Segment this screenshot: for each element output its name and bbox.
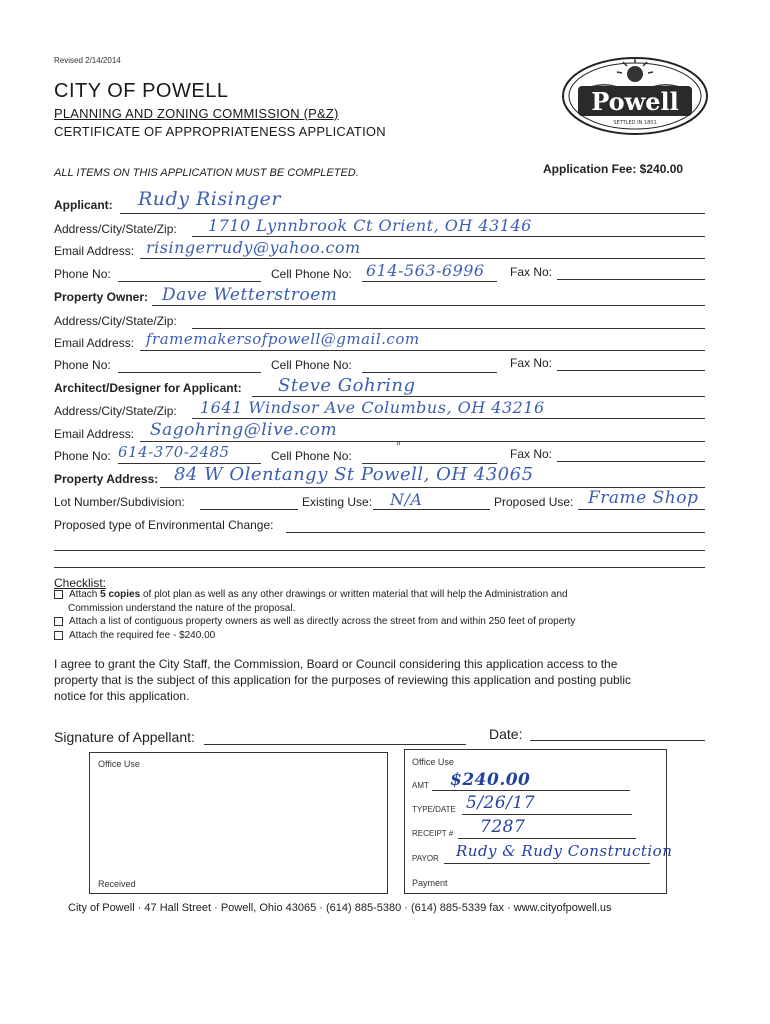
checklist-item-1-rest: of plot plan as well as any other drawings or written material that will help the Administration and [140, 589, 568, 600]
owner-phone-field[interactable] [118, 372, 261, 373]
footer-contact: City of Powell · 47 Hall Street · Powell, Ohio 43065 · (614) 885-5380 · (614) 885-5339 fax · www.cityofpowell.us [68, 902, 612, 914]
powell-seal-logo [560, 52, 710, 136]
architect-address-field[interactable] [192, 418, 705, 419]
architect-email-label: Email Address: [54, 427, 135, 441]
owner-fax-label: Fax No: [510, 356, 553, 370]
commission-title: PLANNING AND ZONING COMMISSION (P&Z) [54, 106, 339, 121]
amt-field[interactable] [432, 790, 630, 791]
checklist-item-2-text: Attach a list of contiguous property owners as well as directly across the street from and within 250 feet of property [69, 616, 576, 627]
type-date-field[interactable] [462, 814, 632, 815]
logo-wordmark: Powell [591, 87, 679, 116]
owner-field[interactable] [152, 305, 705, 306]
applicant-fax-field[interactable] [557, 279, 705, 280]
applicant-email-handwritten: risingerrudy@yahoo.com [146, 238, 361, 257]
checklist-item-3-text: Attach the required fee - $240.00 [69, 630, 216, 641]
owner-email-label: Email Address: [54, 336, 135, 350]
agreement-line-3: notice for this application. [54, 689, 190, 703]
applicant-field[interactable] [120, 213, 705, 214]
applicant-address-field[interactable] [192, 236, 705, 237]
applicant-phone-label: Phone No: [54, 267, 111, 281]
completion-notice: ALL ITEMS ON THIS APPLICATION MUST BE COMPLETED. [54, 167, 359, 179]
agreement-line-1: I agree to grant the City Staff, the Commission, Board or Council considering this application access to the [54, 657, 618, 671]
applicant-phone-field[interactable] [118, 281, 261, 282]
architect-fax-field[interactable] [557, 461, 705, 462]
date-label: Date: [489, 726, 523, 742]
architect-phone-handwritten: 614-370-2485 [118, 443, 230, 461]
architect-label: Architect/Designer for Applicant: [54, 381, 242, 395]
existing-use-field[interactable] [373, 509, 490, 510]
applicant-email-field[interactable] [140, 258, 705, 259]
checkbox[interactable] [54, 590, 63, 599]
lot-label: Lot Number/Subdivision: [54, 495, 185, 509]
date-field[interactable] [530, 740, 705, 741]
office-left-title: Office Use [98, 759, 140, 769]
applicant-cell-field[interactable] [362, 281, 497, 282]
amt-label: AMT [412, 781, 429, 790]
owner-fax-field[interactable] [557, 370, 705, 371]
architect-name-handwritten: Steve Gohring [278, 375, 416, 396]
checklist-item-3[interactable] [54, 630, 215, 641]
env-change-field-2[interactable] [54, 550, 705, 551]
checklist-item-2[interactable] [54, 616, 575, 627]
agreement-text [54, 656, 631, 704]
receipt-handwritten: 7287 [480, 817, 526, 837]
applicant-label: Applicant: [54, 198, 113, 212]
architect-address-handwritten: 1641 Windsor Ave Columbus, OH 43216 [200, 398, 545, 417]
receipt-label: RECEIPT # [412, 829, 454, 838]
proposed-use-field[interactable] [578, 509, 705, 510]
lot-field[interactable] [200, 509, 298, 510]
type-date-handwritten: 5/26/17 [466, 793, 536, 813]
applicant-address-handwritten: 1710 Lynnbrook Ct Orient, OH 43146 [208, 216, 532, 235]
type-date-label: TYPE/DATE [412, 805, 456, 814]
env-change-label: Proposed type of Environmental Change: [54, 518, 274, 532]
checklist-item-1-text: Attach [69, 589, 101, 600]
owner-phone-label: Phone No: [54, 358, 111, 372]
applicant-cell-label: Cell Phone No: [271, 267, 352, 281]
checklist-title: Checklist: [54, 576, 107, 590]
received-label: Received [98, 879, 136, 889]
architect-cell-label: Cell Phone No: [271, 449, 352, 463]
env-change-field[interactable] [286, 532, 705, 533]
architect-fax-label: Fax No: [510, 447, 553, 461]
architect-address-label: Address/City/State/Zip: [54, 404, 177, 418]
applicant-cell-handwritten: 614-563-6996 [366, 261, 485, 280]
env-change-field-3[interactable] [54, 567, 705, 568]
checklist-item-1[interactable] [54, 589, 568, 600]
office-right-title: Office Use [412, 757, 454, 767]
checkbox[interactable] [54, 617, 63, 626]
owner-email-field[interactable] [140, 350, 705, 351]
application-fee: Application Fee: $240.00 [543, 162, 684, 176]
agreement-line-2: property that is the subject of this application for the purposes of reviewing this application and posting public [54, 673, 632, 687]
revision-date: Revised 2/14/2014 [54, 56, 121, 65]
payor-label: PAYOR [412, 854, 439, 863]
office-use-received-box [89, 752, 388, 894]
office-use-payment-box [404, 749, 667, 894]
architect-field[interactable] [252, 396, 705, 397]
proposed-use-label: Proposed Use: [494, 495, 574, 509]
receipt-field[interactable] [458, 838, 636, 839]
owner-address-label: Address/City/State/Zip: [54, 314, 177, 328]
architect-cell-handwritten: " [396, 440, 402, 453]
architect-phone-label: Phone No: [54, 449, 111, 463]
amt-handwritten: $240.00 [450, 770, 531, 790]
applicant-fax-label: Fax No: [510, 265, 553, 279]
property-address-handwritten: 84 W Olentangy St Powell, OH 43065 [174, 464, 534, 485]
checkbox[interactable] [54, 631, 63, 640]
payor-handwritten: Rudy & Rudy Construction [456, 842, 673, 860]
payment-label: Payment [412, 878, 448, 888]
logo-subtext: SETTLED IN 1801 [613, 120, 657, 126]
owner-label: Property Owner: [54, 290, 149, 304]
architect-email-handwritten: Sagohring@live.com [150, 420, 338, 440]
owner-address-field[interactable] [192, 328, 705, 329]
checklist-item-1-line2: Commission understand the nature of the proposal. [68, 603, 296, 614]
property-address-label: Property Address: [54, 472, 159, 486]
owner-email-handwritten: framemakersofpowell@gmail.com [146, 330, 420, 348]
owner-cell-field[interactable] [362, 372, 497, 373]
architect-email-field[interactable] [140, 441, 705, 442]
applicant-address-label: Address/City/State/Zip: [54, 222, 177, 236]
existing-use-label: Existing Use: [302, 495, 373, 509]
city-title: CITY OF POWELL [54, 80, 229, 102]
applicant-email-label: Email Address: [54, 244, 135, 258]
signature-field[interactable] [204, 744, 466, 745]
payor-field[interactable] [444, 863, 650, 864]
proposed-use-handwritten: Frame Shop [588, 488, 699, 508]
signature-label: Signature of Appellant: [54, 729, 195, 745]
certificate-title: CERTIFICATE OF APPROPRIATENESS APPLICATION [54, 124, 386, 139]
checklist-item-1-bold: 5 copies [100, 589, 141, 600]
owner-cell-label: Cell Phone No: [271, 358, 352, 372]
owner-name-handwritten: Dave Wetterstroem [162, 285, 338, 305]
existing-use-handwritten: N/A [390, 490, 423, 509]
applicant-name-handwritten: Rudy Risinger [138, 188, 281, 210]
